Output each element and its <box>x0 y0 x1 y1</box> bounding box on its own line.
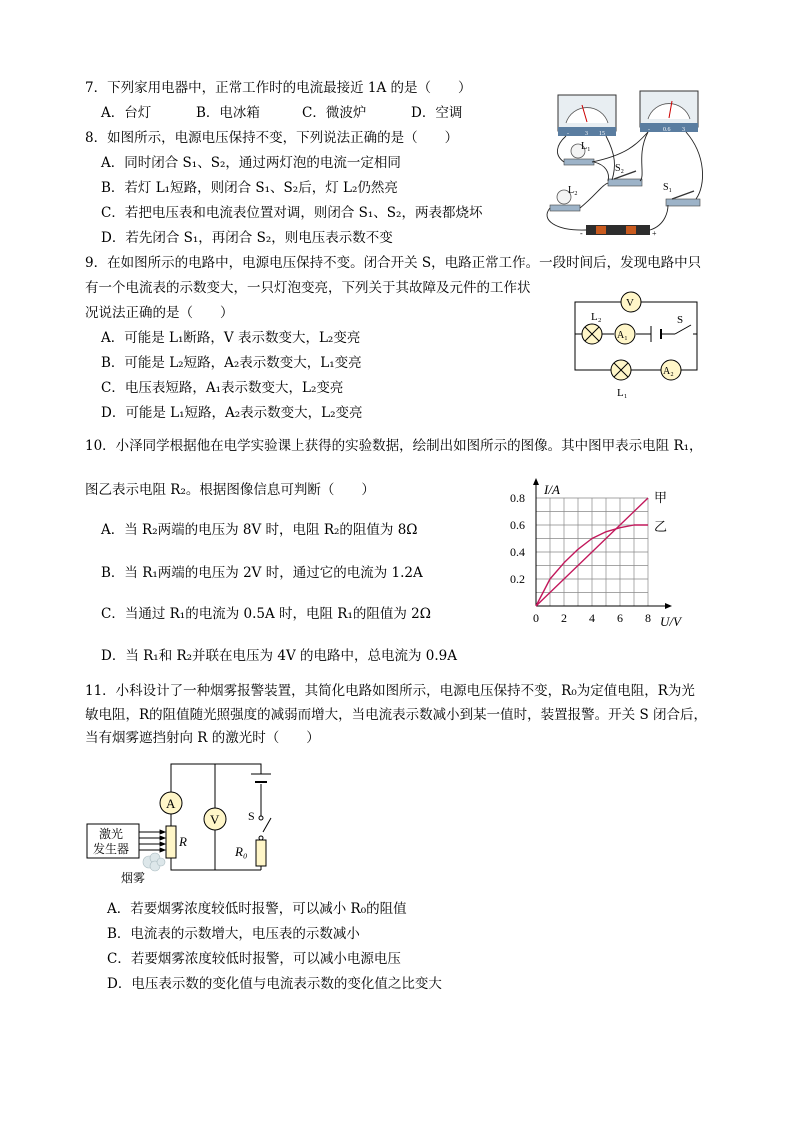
battery-minus: - <box>580 229 583 238</box>
q8-circuit-figure <box>536 85 716 245</box>
q9-stem-line-2: 有一个电流表的示数变大，一只灯泡变亮，下列关于其故障及元件的工作状 <box>85 280 531 296</box>
battery-plus: + <box>652 229 657 238</box>
switch-s-icon <box>675 325 691 334</box>
y-tick-label: 0.4 <box>510 545 525 559</box>
l2-label: L₂ <box>591 311 602 323</box>
l1-label: L₁ <box>617 387 628 399</box>
vm-scale-minus: - <box>567 131 569 137</box>
q10-stem-line-2: 图乙表示电阻 R₂。根据图像信息可判断（ ） <box>85 482 375 498</box>
q9-stem-line-1: 9．在如图所示的电路中，电源电压保持不变。闭合开关 S，电路正常工作。一段时间后，发现电路中只 <box>85 255 702 271</box>
q8-stem: 8．如图所示，电源电压保持不变，下列说法正确的是（ ） <box>85 130 459 146</box>
battery-icon <box>251 774 271 782</box>
q7-option-b: B．电冰箱 <box>196 105 260 121</box>
battery-icon <box>586 225 650 235</box>
voltmeter-icon <box>558 95 616 136</box>
q9-option-c: C．电压表短路，A₁表示数变大，L₂变亮 <box>101 380 344 396</box>
q7-option-a: A．台灯 <box>101 105 152 121</box>
smoke-cloud-icon <box>143 853 165 871</box>
switch-pivot-icon <box>259 816 263 820</box>
q11-stem-line-3: 当有烟雾遮挡射向 R 的激光时（ ） <box>85 730 320 746</box>
am-scale-06: 0.6 <box>663 127 671 133</box>
q10-option-b: B．当 R₁两端的电压为 2V 时，通过它的电流为 1.2A <box>101 565 423 581</box>
vm-scale-3: 3 <box>585 131 588 137</box>
laser-label-1: 激光 <box>99 827 124 841</box>
battery-icon <box>651 326 661 342</box>
x-tick-label: 8 <box>645 611 651 625</box>
lamp-l1-icon <box>611 360 631 380</box>
chart-tick-labels <box>510 491 651 625</box>
q10-stem-line-1: 10．小泽同学根据他在电学实验课上获得的实验数据，绘制出如图所示的图像。其中图甲表示电阻 R₁， <box>85 438 703 454</box>
am-scale-3: 3 <box>682 127 685 133</box>
switch-s2-icon <box>608 171 642 186</box>
y-axis-arrow <box>533 478 539 485</box>
q9-option-b: B．可能是 L₂短路，A₂表示数变大，L₁变亮 <box>101 355 362 371</box>
x-tick-label: 4 <box>589 611 595 625</box>
q11-option-d: D．电压表示数的变化值与电流表示数的变化值之比变大 <box>107 976 442 992</box>
q8-option-c: C．若把电压表和电流表位置对调，则闭合 S₁、S₂，两表都烧坏 <box>101 205 483 221</box>
vm-scale-15: 15 <box>599 131 605 137</box>
lamp-l2-icon <box>582 324 602 344</box>
q7-option-c: C．微波炉 <box>302 105 367 121</box>
q8-option-a: A．同时闭合 S₁、S₂，通过两灯泡的电流一定相同 <box>101 155 401 171</box>
q9-option-d: D．可能是 L₁短路，A₂表示数变大，L₂变亮 <box>101 405 363 421</box>
photoresistor-r-icon <box>166 826 176 858</box>
x-axis-arrow <box>665 603 672 609</box>
x-tick-label: 2 <box>561 611 567 625</box>
x-tick-label: 6 <box>617 611 623 625</box>
series-jia-label: 甲 <box>654 490 668 505</box>
s-label: S <box>248 809 255 823</box>
resistor-r0-icon <box>256 840 266 866</box>
a1-label: A₁ <box>617 330 628 341</box>
q8-option-b: B．若灯 L₁短路，则闭合 S₁、S₂后，灯 L₂仍然亮 <box>101 180 398 196</box>
y-tick-label: 0.8 <box>510 491 525 505</box>
s1-label: S₁ <box>663 182 673 193</box>
q10-option-a: A．当 R₂两端的电压为 8V 时，电阻 R₂的阻值为 8Ω <box>101 522 418 538</box>
q7-stem: 7．下列家用电器中，正常工作时的电流最接近 1A 的是（ ） <box>85 80 472 96</box>
x-axis-label: U/V <box>660 614 681 629</box>
q10-iv-chart <box>500 478 700 636</box>
series-yi-label: 乙 <box>654 519 668 534</box>
q9-stem-line-3: 况说法正确的是（ ） <box>85 305 234 321</box>
switch-s1-icon <box>666 191 700 206</box>
q7-option-d: D．空调 <box>411 105 463 121</box>
q11-option-c: C．若要烟雾浓度较低时报警，可以减小电源电压 <box>107 951 401 967</box>
q11-stem-line-1: 11．小科设计了一种烟雾报警装置，其简化电路如图所示，电源电压保持不变，R₀为定值电阻，R为光 <box>85 683 695 699</box>
s-label: S <box>677 314 684 326</box>
v-label: V <box>210 812 220 827</box>
smoke-label: 烟雾 <box>121 871 146 885</box>
ammeter-icon <box>640 91 698 132</box>
q11-circuit-figure <box>85 758 285 888</box>
a-label: A <box>166 796 176 811</box>
am-scale-minus: - <box>648 127 650 133</box>
l2-label: L₂ <box>568 185 578 196</box>
s2-label: S₂ <box>615 163 625 174</box>
y-tick-label: 0.6 <box>510 518 525 532</box>
y-axis-label: I/A <box>544 482 560 497</box>
r-label: R <box>179 834 187 849</box>
q10-option-d: D．当 R₁和 R₂并联在电压为 4V 的电路中，总电流为 0.9A <box>101 648 457 664</box>
q11-option-b: B．电流表的示数增大，电压表的示数减小 <box>107 926 360 942</box>
switch-contact-icon <box>259 836 263 840</box>
x-tick-label: 0 <box>533 611 539 625</box>
q9-circuit-figure <box>565 284 715 404</box>
l1-label: L₁ <box>581 141 591 152</box>
q11-stem-line-2: 敏电阻，R的阻值随光照强度的减弱而增大，当电流表示数减小到某一值时，装置报警。开关 S 闭合后， <box>85 707 707 723</box>
a2-label: A₂ <box>663 366 674 377</box>
q11-option-a: A．若要烟雾浓度较低时报警，可以减小 R₀的阻值 <box>107 901 407 917</box>
v-label: V <box>626 297 634 309</box>
q10-option-c: C．当通过 R₁的电流为 0.5A 时，电阻 R₁的阻值为 2Ω <box>101 606 431 622</box>
laser-label-2: 发生器 <box>93 842 130 856</box>
r0-label: R₀ <box>235 844 248 859</box>
q9-option-a: A．可能是 L₁断路，V 表示数变大，L₂变亮 <box>101 330 361 346</box>
y-tick-label: 0.2 <box>510 572 525 586</box>
q8-option-d: D．若先闭合 S₁，再闭合 S₂，则电压表示数不变 <box>101 230 393 246</box>
laser-beam-icon <box>139 830 165 852</box>
